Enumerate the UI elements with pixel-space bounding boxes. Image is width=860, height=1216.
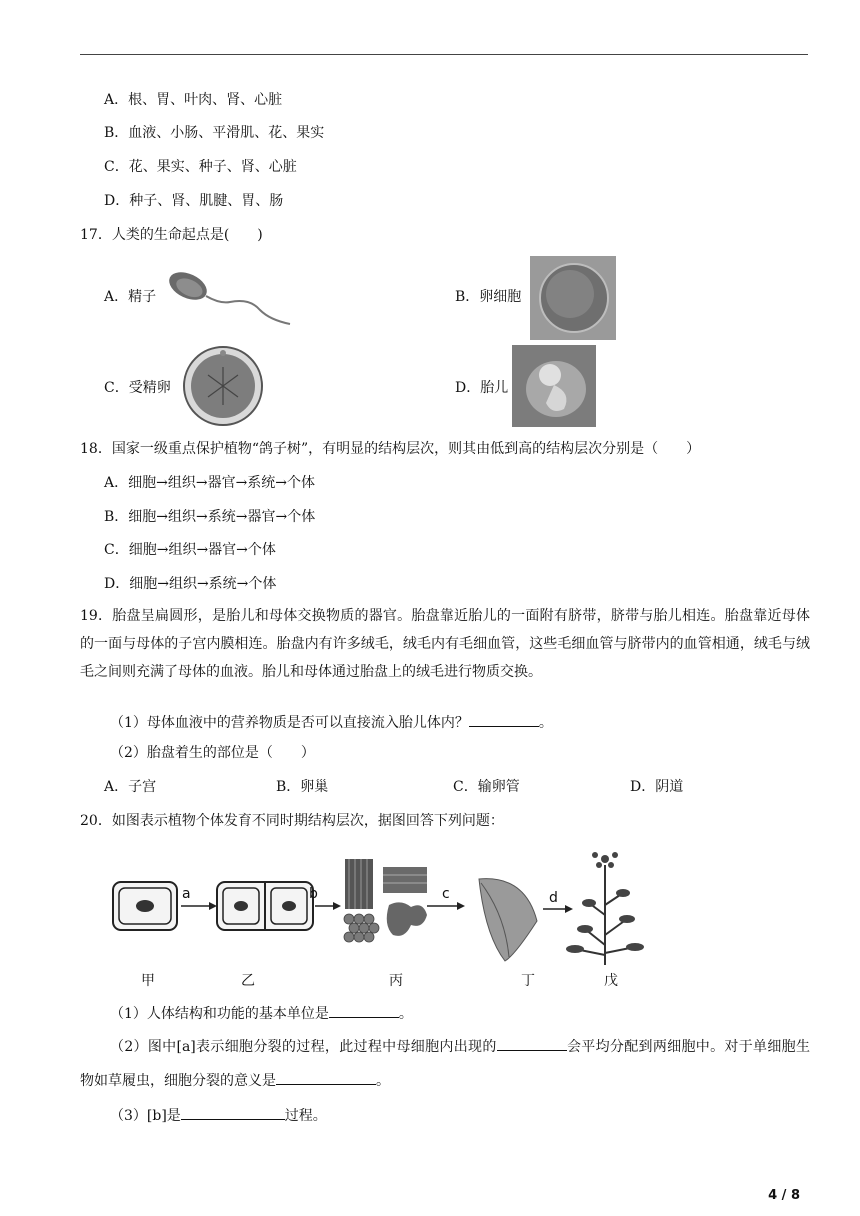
q19-option-a: A．子宫 [104, 779, 157, 795]
answer-blank[interactable] [181, 1105, 285, 1120]
q18-option-b: B．细胞→组织→系统→器官→个体 [104, 509, 316, 525]
q20-stem: 20．如图表示植物个体发育不同时期结构层次，据图回答下列问题： [80, 813, 504, 829]
q19-option-b: B．卵巢 [276, 779, 329, 795]
q20-sub1-end: 。 [398, 1006, 413, 1022]
q16-option-b: B．血液、小肠、平滑肌、花、果实 [104, 125, 325, 141]
q18-option-a: A．细胞→组织→器官→系统→个体 [104, 475, 316, 491]
fertilized-egg-image [178, 345, 268, 427]
page-number: 4 / 8 [768, 1188, 800, 1203]
q20-sub1-text: （1）人体结构和功能的基本单位是 [110, 1006, 329, 1022]
header-rule [80, 54, 808, 55]
stage-label-yi: 乙 [241, 973, 255, 989]
q19-sub1-end: 。 [538, 715, 553, 731]
sperm-image [160, 262, 295, 330]
q16-option-d: D．种子、肾、肌腱、胃、肠 [104, 193, 284, 209]
q20-sub2-mid: 会平均分配到两细胞中。对于单细胞生物如草履虫，细胞分裂的意义是 [80, 1039, 810, 1089]
q20-sub1 [110, 1003, 413, 1024]
q19-sub2: （2）胎盘着生的部位是（ ） [110, 745, 315, 761]
q20-sub3 [110, 1105, 327, 1126]
arrow-a-label: a [182, 886, 191, 902]
stage-label-wu: 戊 [604, 973, 618, 989]
q20-sub2-end: 。 [376, 1073, 390, 1089]
stage-label-bing: 丙 [389, 973, 403, 989]
q16-option-c: C．花、果实、种子、肾、心脏 [104, 159, 297, 175]
egg-cell-image [530, 256, 616, 340]
q18-option-d: D．细胞→组织→系统→个体 [104, 576, 277, 592]
answer-blank[interactable] [497, 1036, 567, 1051]
stage-label-ding: 丁 [521, 973, 535, 989]
q17-stem: 17．人类的生命起点是( ) [80, 227, 263, 243]
q19-option-d: D．阴道 [630, 779, 684, 795]
stage-label-jia: 甲 [141, 973, 155, 989]
tissues [344, 859, 427, 942]
answer-blank[interactable] [329, 1003, 399, 1018]
whole-plant [566, 852, 644, 965]
q19-option-c: C．输卵管 [453, 779, 520, 795]
q19-stem: 19．胎盘呈扁圆形，是胎儿和母体交换物质的器官。胎盘靠近胎儿的一面附有脐带，脐带与胎儿相连。胎盘靠近母体的一面与母体的子宫内膜相连。胎盘内有许多绒毛，绒毛内有毛细血管，这些毛细血管与脐带内的血管相通，绒毛与绒毛之间则充满了母体的血液。胎儿和母体通过胎盘上的绒毛进行物质交换。 [80, 608, 810, 680]
q17-option-d: D．胎儿 [455, 380, 509, 396]
answer-blank[interactable] [276, 1070, 376, 1085]
arrow-b-label: b [309, 886, 318, 902]
arrow-c-label: c [442, 886, 450, 902]
leaf [479, 879, 537, 961]
q20-sub3-end: 过程。 [284, 1108, 327, 1124]
q19-sub1-text: （1）母体血液中的营养物质是否可以直接流入胎儿体内？ [110, 715, 469, 731]
q20-sub2 [80, 1030, 810, 1098]
plant-development-diagram [105, 845, 650, 985]
q17-option-a: A．精子 [104, 289, 157, 305]
cell-divided [217, 882, 313, 930]
q20-sub3-text: （3）[b]是 [110, 1108, 181, 1124]
cell-single [113, 882, 177, 930]
fetus-image [512, 345, 596, 427]
q19-sub1 [110, 712, 553, 733]
q18-option-c: C．细胞→组织→器官→个体 [104, 542, 276, 558]
q18-stem: 18．国家一级重点保护植物“鸽子树”，有明显的结构层次，则其由低到高的结构层次分别是（ ） [80, 441, 701, 457]
q20-sub2-text: （2）图中[a]表示细胞分裂的过程，此过程中母细胞内出现的 [110, 1039, 497, 1055]
answer-blank[interactable] [469, 712, 539, 727]
q17-option-c: C．受精卵 [104, 380, 171, 396]
arrow-d-label: d [549, 890, 558, 906]
q16-option-a: A．根、胃、叶肉、肾、心脏 [104, 92, 283, 108]
q17-option-b: B．卵细胞 [455, 289, 522, 305]
